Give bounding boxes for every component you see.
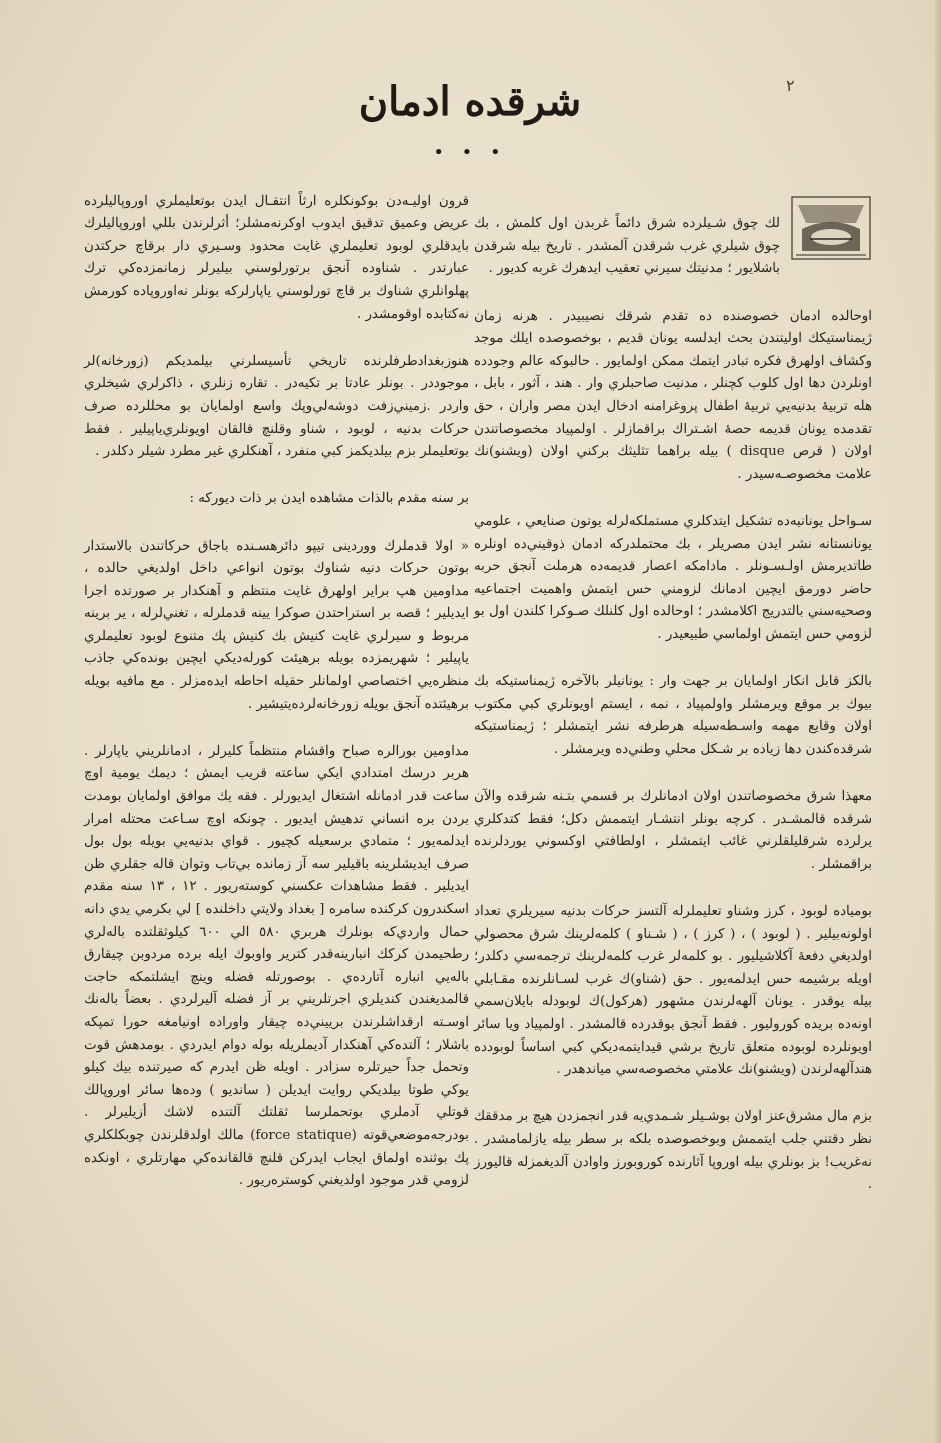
right-text-column [474, 168, 872, 1221]
decorative-vignette-icon [790, 193, 872, 263]
paragraph: بالكز قابل انكار اولمايان بر جهت وار : يونانيلر بالآخره ژيمناستيكه بك بيوك بر موقع ويرمشلر واولمپياد ، نمه ، ايستم اويونلري كبي مكتوب اولان وقايع مهمه واسـطه‌سيله هرطرفه نشر ايتمشلر ؛ ژيمناستيكه شرقده‌كندن دها زياده بر شـكل محلي وطني‌ده ويرمشلر . [474, 674, 872, 757]
title-ornament: • • • [433, 142, 507, 163]
paragraph: لك چوق شـيلرده شرق دائماً غربدن اول كلمش ، بك چوق شيلري غرب شرقدن آلمشدر . تاريخ بيله شرقدن باشلايور ؛ مدنيتك سيرني تعقيب ايدهرك غربه كديور . [474, 216, 780, 277]
paragraph: اوحالده ادمان خصوصنده ده تقدم شرقك نصيبيدر . هرنه زمان ژيمناستيكك اوليتندن بحث ايدلسه يونان قديم ، بوخصوصده ايلك موجد وكشاف اولهرق فكره تبادر ايتمك ممكن اولمايور . حالبوكه عالم وجودده اونلردن دها اول كلوب كچنلر ، مدنيت صاحبلري وار . هند ، آثور ، بابل ، هله تربيهٔ بدنيه‌يي تربيهٔ اطفال پروغرامنه ادخال ايدن مصر واران ، حق تقدمده يونان قديمه حصهٔ اشـتراك براقمازلر . اولمپياد مخصوصاتندن اولان ( قرص disque ) بيله براهما تثليثك بركني اولان (ويشنو)نك علامت مخصوصـه‌سيدر . [474, 308, 872, 482]
paragraph: قرون اوليـه‌دن بوكونكلره ارثاً انتقـال ايدن بوتعليملري اوروپاليلرده عريض وعميق تدقيق ايدوب اوكرنه‌مشلر؛ أثرلرندن بللي اوروپاليلرك بايدقلري لوبود تعليملري غايت محدود وسـيري دار برقاچ حركتدن عبارتدر . شناوده آنجق برتورلوسني بيليرلر زمانمزده‌كي ترك پهلوانلري شناوك بر قاچ تورلوسني ياپارلركه بونلر نه‌اوروپاده كورمش نه‌كتابده اوقومشدر . [84, 193, 469, 322]
paragraph: مداومين بورالره صباح واقشام منتظماً كليرلر ، ادمانلريني ياپارلر . هربر درسك امتدادي ايكي ساعته قريب ايمش ؛ ديمك يومية اوچ ساعت قدر ادمانله اشتغال ايديورلر . فقه يك موافق اولمايان بومدت بردن بره انساني تدهيش ايديور . چونكه اوچ سـاعت محتله امرار ايدلمه‌يور ؛ متمادي برسعيله كچيور . قواي بدنيه‌يي بويله بول بول صرف ايديشلرينه باقيلير سه آز زمانده بي‌تاب وتوان قاله جقلري ظن ايديلير . فقط مشاهدات عكسني كوسته‌ريور . ١٢ ، ١٣ سنه مقدم اسكندرون كركنده سامره [ بغداد ولايتي داخلنده ] لي بكرمي يدي دانه حمال واردي‌كه بونلرك هربري ٥٨٠ الي ٦٠٠ كيلوثقلتده باله‌لري رطحيمدن كركك انبارينه‌قدر كترير واوبوك ايله برده مردوبن چيقارق باله‌يي انباره آتارده‌ي . بوصورتله فضله وينچ ايشلتمكه حاجت قالمديغندن كنديلري اجرتلريني بر آز فضله آليرلردي . بعضاً باله‌نك اوسـته ارقداشلرندن برييني‌ده چيقار واوراده اونيامغه حورا تمپكه باشلار ؛ آلتده‌كي آهنكدار آديملريله بوله دوام ايدردي . بومدهش قوت وتحمل جداً حيرتلره سزادر . اويله ظن ايدرم كه صيرتنده بيك كيلو يوكي طوتا بيلديكي روايت ايديلن ( سانديو ) وده‌ها سائر اوروپالك قوتلي آدملري بوتحملرسا ثقلتك آلتنده لاشك أزيليرلر . بودرجه‌موضعي‌قوته (force statique) مالك اولدقلرندن چوبكلكلري پك بوثنده اولماق ايجاب ايدركن قلنچ قالقانده‌كي مهارتلري ، اونكده لزومي قدر موجود اولديغني كوستره‌ريور . [84, 743, 470, 1189]
page-edge [935, 0, 941, 1443]
paragraph: بر سنه مقدم بالذات مشاهده ايدن بر ذات ديوركه : [189, 491, 469, 507]
page-number: ٢ [786, 76, 795, 95]
paragraph: « اولا قدملرك ووردينى تيپو دائرهسـنده باجاق حركاتندن بالاستدار بوتون حركات دنيه شناوك بوتون انواعي داخل اولديغي حالده ، مداومين هپ براير اولهرق غايت منتظم و آهنكدار بر صورتده اجرا ايديلير ؛ قصه بر استراحتدن صوكرا يينه قدملرله ، تغني‌لرله ، ير برينه مربوط و سيرلري غايت كنيش بك كنيش پك متنوع لوبود تعليملري ياپيلير ؛ شهريمزده بويله برهيئت كورله‌ديكي ايچين بونده‌كي جاذب منظره‌يي اختصاصي اولمانلر حقيله احاطه ايده‌مزلر . مع مافيه بويله برهيئتده آنجق بويله زورخانه‌لرده‌يتيشير . [84, 538, 469, 712]
paragraph: معهذا شرق مخصوصاتندن اولان ادمانلرك بر قسمي بتـنه شرقده والآن شرقده قالمشـدر . كرچه بونلر انتشـار ايتممش دكل؛ فقط كتدكلري يرلرده شرقليلقلرني غائب ايتمشلر ، اولطافتي اوكسوني يوردلرنده براقمشلر . [474, 789, 872, 872]
paragraph: هنوزبغدادطرفلرنده تاريخي تأسيسلرني بيلمديكم (زورخانه)لر موجوددر . بونلر عادتا بر تكيه‌در . تقاره زنلري ، ذاكرلري شيخلري واردر .زميني‌زفت دوشه‌لي‌وپك واسع اولمايان بو محللرده صرف حركات بدنيه ، لوبود ، شناو وقلنچ قالقان اويونلري‌ياپيلير . فقط بوتعليملر بزم بيلديكمز كبي منفرد ، آهنكلري غير مطرد شيلر دكلدر . [84, 353, 469, 460]
paragraph: بزم مال مشرق‌عنز اولان بوشـيلر شـمدي‌يه قدر انجمزدن هيچ بر مدققك نظر دقتني جلب ايتممش وبوخصوصده بلكه بر سطر بيله يازلمامشدر . نه‌غريب! بز بونلري بيله اوروپا آثارنده كوروبورز واوادن آلديغمزله قاليورز . [474, 1109, 872, 1193]
article-title: شرقده ادمان [358, 78, 582, 125]
paragraph: بومياده لوبود ، كرز وشناو تعليملرله آلتسز حركات بدنيه سيريلري تعداد اولونه‌بيلير . ( لوبود ) ، ( كرز ) ، ( شـناو ) كلمه‌لرينك شرق محصولي اولديغي دفعهٔ آكلاشيليور . بو كلمه‌لر غرب كلمه‌لرينك ترجمه‌سي دكلدر؛ اويله برشيمه حس ايدلمه‌يور . حق (شناو)ك غرب لسـانلرنده مقـابلي بيله يوقدر . يونان آلهه‌لرندن مشهور (هركول)ك لوبودله بايلان‌سمي اونه‌ده بريده كوروليور . فقط آنجق بوقدرده قالمشدر . اولمپياد ويا سائر اويونلرده لوبوده متعلق تاريخ برشي قيدايتمه‌ديكي كبي اساساً لوبودده هندآلهه‌لرندن (ويشنو)نك علامتي مخصوصه‌سي مياندهدر . [474, 904, 872, 1078]
paragraph: سـواحل يونانيه‌ده تشكيل ايتدكلري مستملكه‌لرله يوتون صنايعي ، علومي يونانستانه نشر ايدن مصريلر ، بك محتملدركه ادمان ذوقيني‌ده اونلره طاتديرمش اولـسـونلر . مادامكه اعصار قديمه‌ده هرملت آنجق حربه حاضر دورمق ايچين ادمانك لزومني حس ايتمش واهميت اجتماعيه وصحيه‌سني بالتدريج اكلامشدر ؛ اوحالده اول كلنلك صـوكرا كلندن اول بو لزومي حس ايتمش اولماسي طبيعيدر . [474, 513, 872, 642]
left-text-column [84, 168, 469, 1217]
